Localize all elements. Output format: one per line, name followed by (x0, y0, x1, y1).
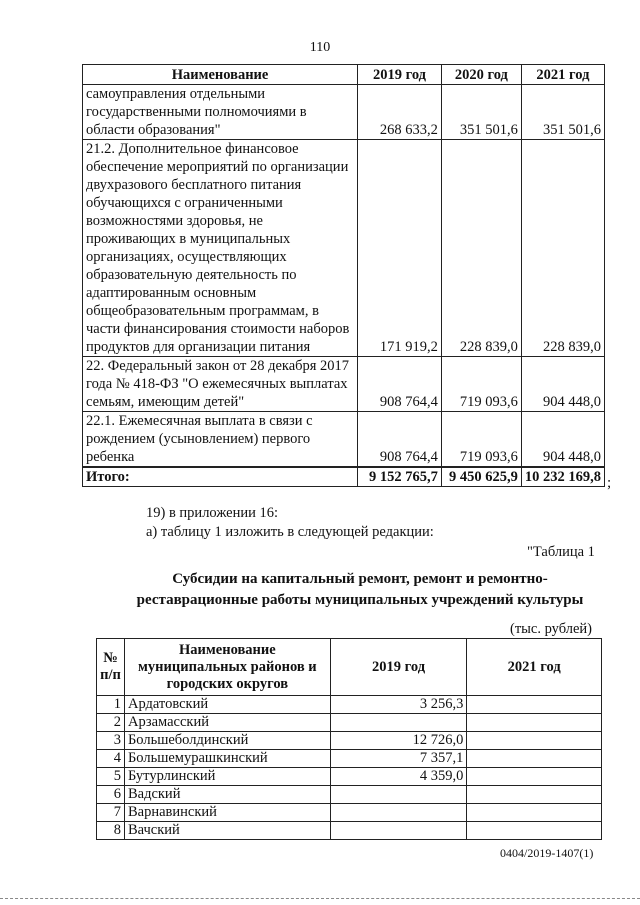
row-number: 5 (97, 768, 125, 786)
trailing-semicolon: ; (607, 475, 612, 491)
units-label: (тыс. рублей) (510, 621, 592, 637)
table-row (83, 85, 605, 140)
table-label: "Таблица 1 (527, 544, 595, 560)
district-name: Арзамасский (124, 714, 330, 732)
value-2019: 7 357,1 (330, 750, 467, 768)
district-name: Большеболдинский (124, 732, 330, 750)
row-value-2020: 719 093,6 (441, 412, 521, 468)
row-value-2019: 908 764,4 (358, 357, 442, 412)
table-row (97, 750, 602, 768)
table-row (83, 140, 605, 357)
value-2019 (330, 714, 467, 732)
row-value-2019: 268 633,2 (358, 85, 442, 140)
column-header-2021: 2021 год (467, 639, 602, 696)
total-2019: 9 152 765,7 (358, 467, 442, 487)
row-name: 22.1. Ежемесячная выплата в связи с рождением (усыновлением) первого ребенка (83, 412, 358, 468)
page-number: 110 (309, 40, 331, 55)
table-row (97, 822, 602, 840)
column-header-2019: 2019 год (330, 639, 467, 696)
row-number: 8 (97, 822, 125, 840)
budget-table (82, 64, 605, 487)
district-name: Вачский (124, 822, 330, 840)
document-code: 0404/2019-1407(1) (500, 846, 594, 860)
table-row (83, 412, 605, 468)
column-header-2019: 2019 год (358, 65, 442, 85)
table-row (97, 714, 602, 732)
row-value-2021: 904 448,0 (521, 357, 604, 412)
row-value-2020: 228 839,0 (441, 140, 521, 357)
row-value-2021: 904 448,0 (521, 412, 604, 468)
table-row (97, 804, 602, 822)
district-name: Большемурашкинский (124, 750, 330, 768)
value-2021 (467, 822, 602, 840)
row-number: 4 (97, 750, 125, 768)
total-label: Итого: (83, 467, 358, 487)
row-value-2019: 171 919,2 (358, 140, 442, 357)
row-name: 22. Федеральный закон от 28 декабря 2017 года № 418-ФЗ "О ежемесячных выплатах семьям, имеющим детей" (83, 357, 358, 412)
value-2019 (330, 804, 467, 822)
value-2019: 12 726,0 (330, 732, 467, 750)
total-2020: 9 450 625,9 (441, 467, 521, 487)
row-value-2021: 351 501,6 (521, 85, 604, 140)
value-2021 (467, 768, 602, 786)
column-header-district: Наименование муниципальных районов и городских округов (124, 639, 330, 696)
table-row (83, 357, 605, 412)
column-header-2021: 2021 год (521, 65, 604, 85)
value-2021 (467, 804, 602, 822)
value-2019: 4 359,0 (330, 768, 467, 786)
value-2019 (330, 786, 467, 804)
instruction-line-2: а) таблицу 1 изложить в следующей редакции: (146, 524, 434, 540)
row-value-2020: 351 501,6 (441, 85, 521, 140)
column-header-name: Наименование (83, 65, 358, 85)
row-number: 2 (97, 714, 125, 732)
value-2019 (330, 822, 467, 840)
table-header-row (97, 639, 602, 696)
row-name: самоуправления отдельными государственными полномочиями в области образования" (83, 85, 358, 140)
page-edge-divider (0, 898, 640, 899)
row-value-2021: 228 839,0 (521, 140, 604, 357)
district-name: Бутурлинский (124, 768, 330, 786)
section-title-line-2: реставрационные работы муниципальных учреждений культуры (136, 592, 584, 608)
value-2019: 3 256,3 (330, 696, 467, 714)
value-2021 (467, 750, 602, 768)
row-number: 3 (97, 732, 125, 750)
row-name: 21.2. Дополнительное финансовое обеспечение мероприятий по организации двухразового бесплатного питания обучающихся с ограниченными возможностями здоровья, не проживающих в муниципальных организациях, осуществляющих образовательную деятельность по адаптированным основным общеобразовательным программам, в части финансирования стоимости наборов продуктов для организации питания (83, 140, 358, 357)
column-header-number: № п/п (97, 639, 125, 696)
total-2021: 10 232 169,8 (521, 467, 604, 487)
table-row (97, 768, 602, 786)
row-number: 1 (97, 696, 125, 714)
district-name: Ардатовский (124, 696, 330, 714)
table-row (97, 732, 602, 750)
subsidies-table (96, 638, 602, 840)
value-2021 (467, 714, 602, 732)
table-row (97, 786, 602, 804)
row-value-2019: 908 764,4 (358, 412, 442, 468)
row-number: 7 (97, 804, 125, 822)
instruction-line-1: 19) в приложении 16: (146, 505, 279, 521)
total-row (83, 467, 605, 487)
table-header-row (83, 65, 605, 85)
section-title-line-1: Субсидии на капитальный ремонт, ремонт и ремонтно- (172, 571, 548, 587)
table-row (97, 696, 602, 714)
district-name: Варнавинский (124, 804, 330, 822)
row-number: 6 (97, 786, 125, 804)
value-2021 (467, 786, 602, 804)
value-2021 (467, 696, 602, 714)
value-2021 (467, 732, 602, 750)
column-header-2020: 2020 год (441, 65, 521, 85)
row-value-2020: 719 093,6 (441, 357, 521, 412)
district-name: Вадский (124, 786, 330, 804)
